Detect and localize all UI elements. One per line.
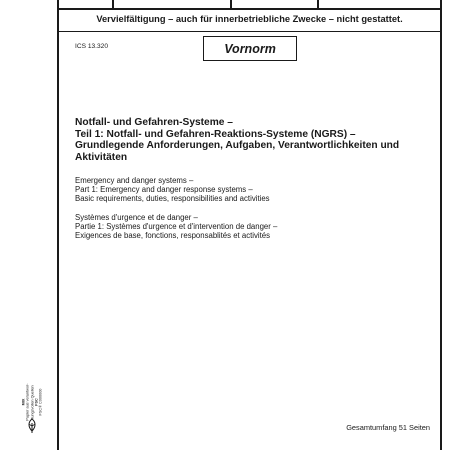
stamp-line: MIX — [21, 398, 26, 406]
fsc-tree-logo-icon — [24, 418, 40, 434]
top-tick-3 — [317, 0, 319, 9]
header-divider — [59, 31, 440, 32]
title-fr-line: Exigences de base, fonctions, responsablités et activités — [75, 231, 271, 241]
top-tick-right — [440, 0, 442, 9]
title-de-line: Grundlegende Anforderungen, Aufgaben, Verantwortlichkeiten und — [75, 140, 400, 152]
stamp-line: FSC® C000000 — [38, 388, 43, 416]
title-fr-line: Partie 1: Systèmes d'urgence et d'intervention de danger – — [75, 222, 278, 232]
fsc-stamp — [15, 368, 49, 436]
ics-code: ICS 13.320 — [75, 43, 108, 50]
title-english — [75, 176, 415, 204]
status-label: Vornorm — [224, 41, 276, 56]
total-pages: Gesamtumfang 51 Seiten — [346, 423, 430, 432]
frame-left-border — [57, 0, 59, 450]
title-french — [75, 213, 415, 241]
title-en-line: Part 1: Emergency and danger response systems – — [75, 185, 253, 195]
title-german — [75, 117, 415, 163]
title-fr-line: Systèmes d'urgence et de danger – — [75, 213, 198, 222]
stamp-line: Papier aus verantwor- — [25, 383, 30, 421]
title-de-line: Aktivitäten — [75, 151, 128, 163]
title-en-line: Emergency and danger systems – — [75, 176, 194, 185]
reproduction-notice: Vervielfältigung – auch für innerbetriebliche Zwecke – nicht gestattet. — [96, 14, 403, 24]
top-rule — [57, 8, 442, 10]
title-de-line: Notfall- und Gefahren-Systeme – — [75, 117, 233, 128]
top-tick-1 — [112, 0, 114, 9]
status-box — [203, 36, 297, 61]
top-tick-2 — [230, 0, 232, 9]
frame-right-border — [440, 0, 442, 450]
stamp-line: tungsvollen Quellen — [29, 385, 34, 419]
top-tick-left — [57, 0, 59, 9]
title-de-line: Teil 1: Notfall- und Gefahren-Reaktions-Systeme (NGRS) – — [75, 128, 356, 140]
stamp-line: FSC — [34, 398, 39, 406]
title-en-line: Basic requirements, duties, responsibilities and activities — [75, 194, 270, 204]
